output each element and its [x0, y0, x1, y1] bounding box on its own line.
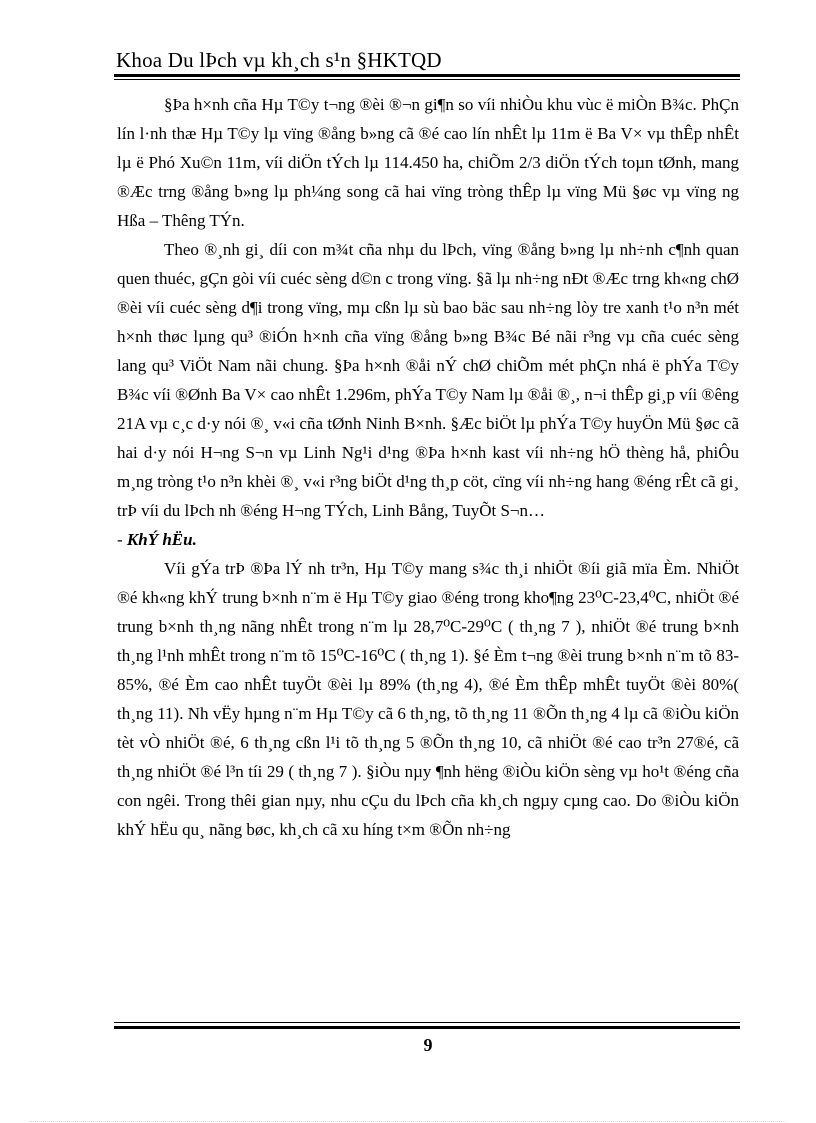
- footer-rule-thick: [114, 1026, 740, 1029]
- header-rule-thin: [114, 79, 740, 80]
- page-header-title: Khoa Du lÞch vµ kh¸ch s¹n §HKTQD: [116, 48, 442, 72]
- footer-rule-thin: [114, 1022, 740, 1023]
- page-number: 9: [423, 1035, 433, 1055]
- body-text: [117, 90, 739, 844]
- paragraph-terrain-plains: §Þa h×nh cña Hµ T©y t¬ng ®èi ®¬n gi¶n so víi nhiÒu khu vùc ë miÒn B¾c. PhÇn lín l·nh thæ Hµ T©y lµ vïng ®ång b»ng cã ®é cao lín nhÊt lµ 11m ë Ba V× vµ thÊp nhÊt lµ ë Phó Xu©n 11m, víi diÖn tÝch lµ 114.450 ha, chiÕm 2/3 diÖn tÝch toµn tØnh, mang ®Æc trng ®ång b»ng lµ ph¼ng song cã hai vïng tròng thÊp lµ vïng Mü §øc vµ vïng ng Hßa – Thêng TÝn.: [117, 95, 739, 230]
- section-subheading: [117, 525, 739, 554]
- paragraph-terrain-hills: Theo ®¸nh gi¸ díi con m¾t cña nhµ du lÞch, vïng ®ång b»ng lµ nh÷nh c¶nh quan quen thuéc, gÇn gòi víi cuéc sèng d©n c trong vïng. §ã lµ nh÷ng nÐt ®Æc trng kh«ng chØ ®èi víi cuéc sèng d¶i trong vïng, mµ cßn lµ sù bao bäc sau nh÷ng lòy tre xanh t¹o n³n mét h×nh thøc lµng qu³ ®iÓn h×nh cña vïng ®ång b»ng B¾c Bé nãi r³ng vµ cña cuéc sèng lang qu³ ViÖt Nam nãi chung. §Þa h×nh ®åi nÝ chØ chiÕm mét phÇn nhá ë phÝa T©y B¾c víi ®Ønh Ba V× cao nhÊt 1.296m, phÝa T©y Nam lµ ®åi ®¸, n¬i thÊp gi¸p víi ®êng 21A vµ c¸c d·y nói ®¸ v«i cña tØnh Ninh B×nh. §Æc biÖt lµ phÝa T©y huyÖn Mü §øc cã hai d·y nói H¬ng S¬n vµ Linh Ng¹i d¹ng ®Þa h×nh kast víi nh÷ng hÖ thèng hå, phiÔu m¸ng tròng t¹o n³n khèi ®¸ v«i r³ng biÖt d¹ng th¸p cöt, cïng víi nh÷ng hang ®éng rÊt cã gi¸ trÞ víi du lÞch nh ®éng H¬ng TÝch, Linh Bång, TuyÕt S¬n…: [117, 240, 739, 520]
- paragraph-climate: Víi gÝa trÞ ®Þa lÝ nh tr³n, Hµ T©y mang s¾c th¸i nhiÖt ®íi giã mïa Èm. NhiÖt ®é kh«ng khÝ trung b×nh n¨m ë Hµ T©y giao ®éng trong kho¶ng 23⁰C-23,4⁰C, nhiÖt ®é trung b×nh th¸ng nãng nhÊt trong n¨m lµ 28,7⁰C-29⁰C ( th¸ng 7 ), nhiÖt ®é trung b×nh th¸ng l¹nh mhÊt trong n¨m tõ 15⁰C-16⁰C ( th¸ng 1). §é Èm t¬ng ®èi trung b×nh n¨m tõ 83- 85%, ®é Èm cao nhÊt tuyÖt ®èi lµ 89% (th¸ng 4), ®é Èm thÊp mhÊt tuyÖt ®èi 80%( th¸ng 11). Nh vËy hµng n¨m Hµ T©y cã 6 th¸ng, tõ th¸ng 11 ®Õn th¸ng 4 lµ cã ®iÒu kiÖn tèt vÒ nhiÖt ®é, 6 th¸ng cßn l¹i tõ th¸ng 5 ®Õn th¸ng 10, cã nhiÖt ®é cao tr³n 27®é, cã th¸ng nhiÖt ®é l³n tíi 29 ( th¸ng 7 ). §iÒu nµy ¶nh hëng ®iÒu kiÖn sèng vµ ho¹t ®éng cña con ngêi. Trong thêi gian nµy, nhu cÇu du lÞch cña kh¸ch ngµy cµng cao. Do ®iÒu kiÖn khÝ hËu qu¸ nãng bøc, kh¸ch cã xu híng t×m ®Õn nh÷ng: [117, 559, 739, 839]
- subheading-prefix: -: [117, 530, 127, 549]
- header-rule-thick: [114, 74, 740, 77]
- subheading-climate: KhÝ hËu.: [126, 530, 197, 549]
- page-bottom-border: [30, 1121, 786, 1122]
